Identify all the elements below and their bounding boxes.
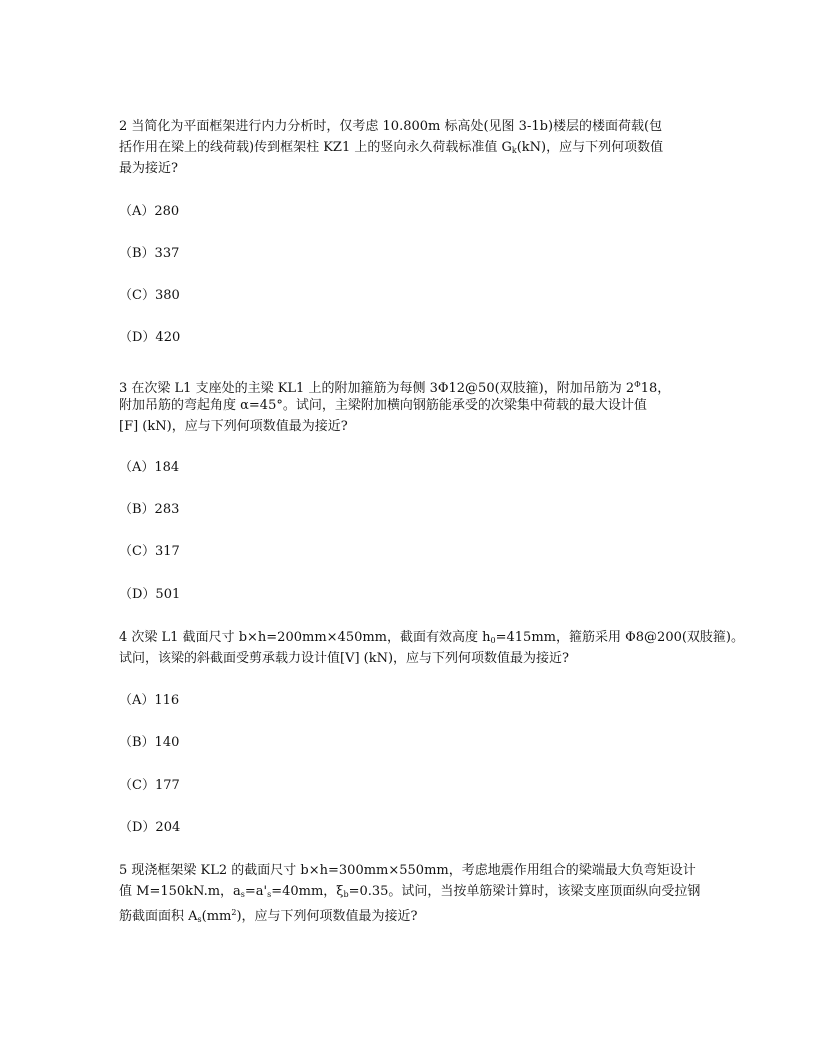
text-run: 括作用在梁上的线荷载)传到框架柱 KZ1 上的竖向永久荷载标准值 G — [119, 140, 512, 155]
text-run: )，应与下列何项数值最为接近? — [236, 909, 418, 924]
text-run: =a' — [244, 884, 268, 899]
text-run: 最为接近? — [119, 161, 178, 176]
question-line — [119, 648, 719, 669]
text-run: 附加吊筋的弯起角度 α=45°。试问，主梁附加横向钢筋能承受的次梁集中荷载的最大设计值 — [119, 398, 647, 413]
answer-option: （D）204 — [119, 820, 181, 835]
text-run: 试问，该梁的斜截面受剪承载力设计值[V] (kN)，应与下列何项数值最为接近? — [119, 651, 570, 666]
text-run: 5 现浇框架梁 KL2 的截面尺寸 b×h=300mm×550mm，考虑地震作用组合的梁端最大负弯矩设计 — [119, 863, 696, 878]
text-run: 筋截面面积 A — [119, 909, 198, 924]
question-line — [119, 395, 719, 416]
question-line — [119, 902, 719, 923]
text-run: 18， — [640, 381, 671, 396]
answer-option: （A）116 — [119, 693, 180, 708]
subscript: s — [267, 890, 272, 899]
question-line — [119, 374, 719, 395]
question-2-stem — [119, 116, 719, 179]
text-run: 值 M=150kN.m，a — [119, 884, 241, 899]
subscript: 0 — [490, 636, 496, 645]
text-run: 3 在次梁 L1 支座处的主梁 KL1 上的附加箍筋为每侧 3Φ12@50(双肢箍)，附加吊筋为 2 — [119, 381, 635, 396]
superscript: Φ — [634, 380, 641, 389]
text-run: 2 当简化为平面框架进行内力分析时，仅考虑 10.800m 标高处(见图 3-1b)楼层的楼面荷载(包 — [119, 119, 663, 134]
subscript: s — [240, 890, 245, 899]
question-line — [119, 627, 745, 648]
subscript: k — [511, 146, 517, 155]
text-run: =415mm，箍筋采用 Φ8@200(双肢箍)。 — [495, 630, 745, 645]
answer-option: （C）177 — [119, 778, 180, 793]
text-run: [F] (kN)，应与下列何项数值最为接近? — [119, 419, 348, 434]
subscript: b — [343, 890, 349, 899]
question-line — [119, 158, 719, 179]
text-run: =40mm，ξ — [271, 884, 344, 899]
question-3-stem — [119, 374, 719, 437]
text-run: 4 次梁 L1 截面尺寸 b×h=200mm×450mm，截面有效高度 h — [119, 630, 491, 645]
question-line — [119, 881, 719, 902]
answer-option: （C）317 — [119, 544, 180, 559]
question-line — [119, 116, 719, 137]
answer-option: （B）283 — [119, 502, 180, 517]
text-run: (mm — [201, 909, 232, 924]
question-5-stem — [119, 860, 719, 923]
text-run: (kN)，应与下列何项数值 — [516, 140, 664, 155]
answer-option: （D）420 — [119, 330, 181, 345]
question-line — [119, 416, 719, 437]
answer-option: （A）184 — [119, 460, 180, 475]
text-run: =0.35。试问，当按单筋梁计算时，该梁支座顶面纵向受拉钢 — [348, 884, 701, 899]
answer-option: （C）380 — [119, 288, 180, 303]
question-4-stem — [119, 627, 745, 669]
answer-option: （B）337 — [119, 246, 180, 261]
answer-option: （D）501 — [119, 587, 181, 602]
answer-option: （A）280 — [119, 204, 180, 219]
question-line — [119, 137, 719, 158]
question-line — [119, 860, 719, 881]
answer-option: （B）140 — [119, 735, 180, 750]
subscript: s — [197, 915, 202, 924]
superscript: 2 — [231, 908, 237, 917]
